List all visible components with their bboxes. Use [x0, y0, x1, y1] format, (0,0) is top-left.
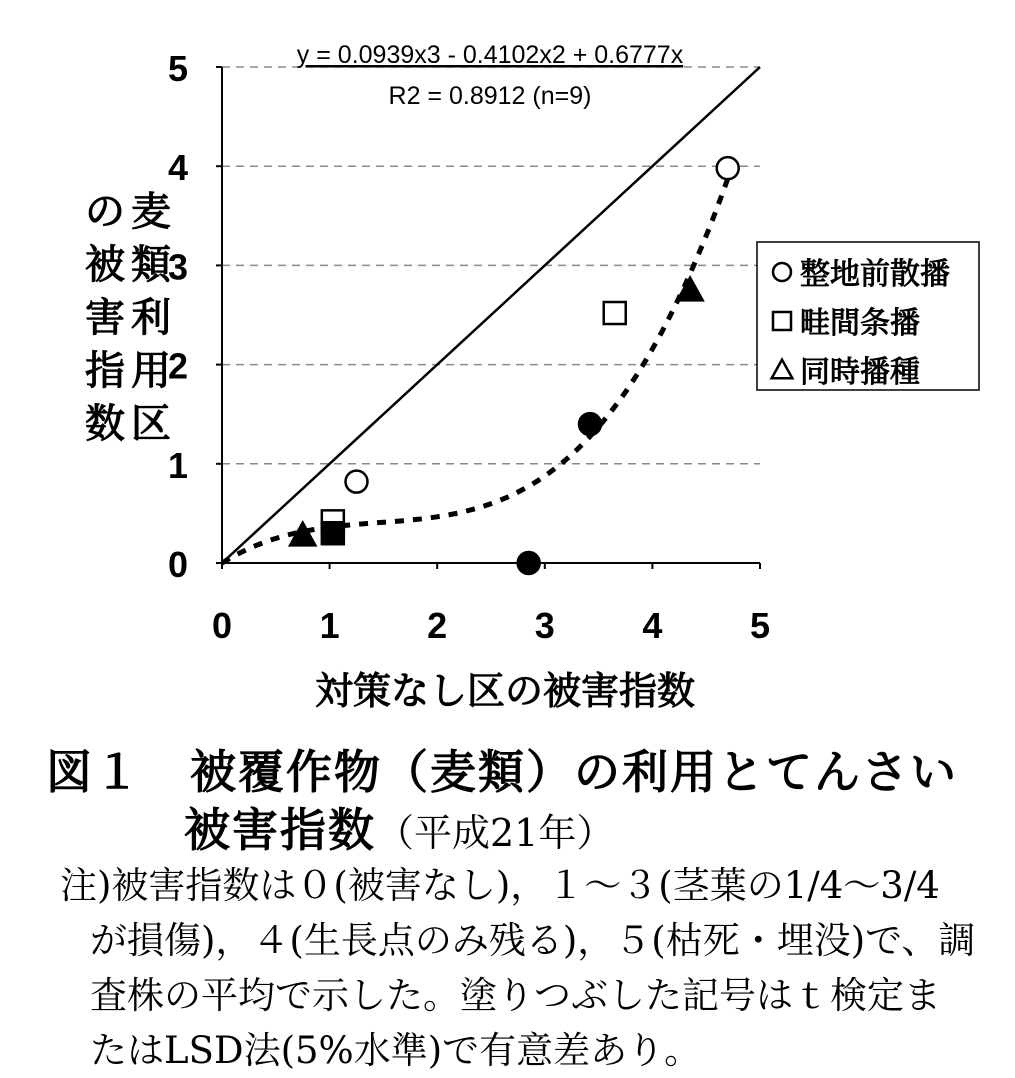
y-tick-label: 3	[167, 246, 188, 288]
data-point-triangle	[677, 278, 702, 301]
note-line-3: 査株の平均で示した。塗りつぶした記号はｔ検定ま	[90, 974, 941, 1017]
fit-r2: R2 = 0.8912 (n=9)	[388, 82, 592, 110]
y-tick-label: 2	[167, 345, 188, 387]
grid-lines	[222, 67, 760, 464]
x-tick-label: 3	[534, 605, 555, 646]
figure-title-line2-text: 被害指数	[184, 803, 376, 857]
data-points	[290, 157, 739, 574]
data-point-square	[604, 302, 626, 324]
figure-title: 図１ 被覆作物（麦類）の利用とてんさい	[46, 745, 958, 799]
legend	[757, 242, 979, 390]
fit-annotation	[297, 41, 684, 110]
y-tick-label: 1	[167, 444, 188, 486]
data-point-circle	[518, 552, 540, 574]
fit-curve	[222, 179, 728, 563]
note-line-2: が損傷)，４(生長点のみ残る)，５(枯死・埋没)で、調	[90, 919, 976, 962]
fit-equation: y = 0.0939x3 - 0.4102x2 + 0.6777x	[296, 41, 684, 69]
figure-title-year: （平成21年）	[376, 811, 615, 855]
y-axis-label-col1: の 被 害 指 数	[85, 189, 125, 447]
legend-marker-circle	[773, 263, 791, 281]
y-tick-label: 5	[167, 48, 188, 89]
reference-line	[222, 67, 760, 563]
data-point-circle	[346, 471, 368, 493]
figure-note	[60, 858, 1000, 1078]
x-tick-label: 5	[749, 605, 771, 646]
legend-marker-square	[773, 312, 791, 330]
y-axis-label-col2: 麦 類 利 用 区	[131, 189, 171, 447]
legend-label: 畦間条播	[800, 306, 920, 341]
legend-label: 整地前散播	[800, 257, 950, 292]
note-line-1: 注)被害指数は０(被害なし)，１～３(茎葉の1/4～3/4	[60, 864, 940, 907]
x-axis-label: 対策なし区の被害指数	[314, 669, 695, 713]
data-point-square	[322, 522, 344, 544]
figure-title-line2	[184, 794, 614, 860]
chart-lines	[222, 67, 760, 563]
x-tick-label: 4	[642, 605, 663, 646]
legend-label: 同時播種	[800, 355, 920, 390]
tick-labels	[168, 48, 770, 646]
y-tick-label: 4	[167, 147, 188, 189]
x-tick-label: 1	[319, 605, 340, 646]
data-point-circle	[579, 413, 601, 435]
note-line-4: たはLSD法(5%水準)で有意差あり。	[90, 1029, 702, 1072]
x-tick-label: 2	[427, 605, 448, 646]
y-tick-label: 0	[167, 544, 188, 585]
data-point-circle	[717, 157, 739, 179]
x-tick-label: 0	[211, 605, 233, 646]
